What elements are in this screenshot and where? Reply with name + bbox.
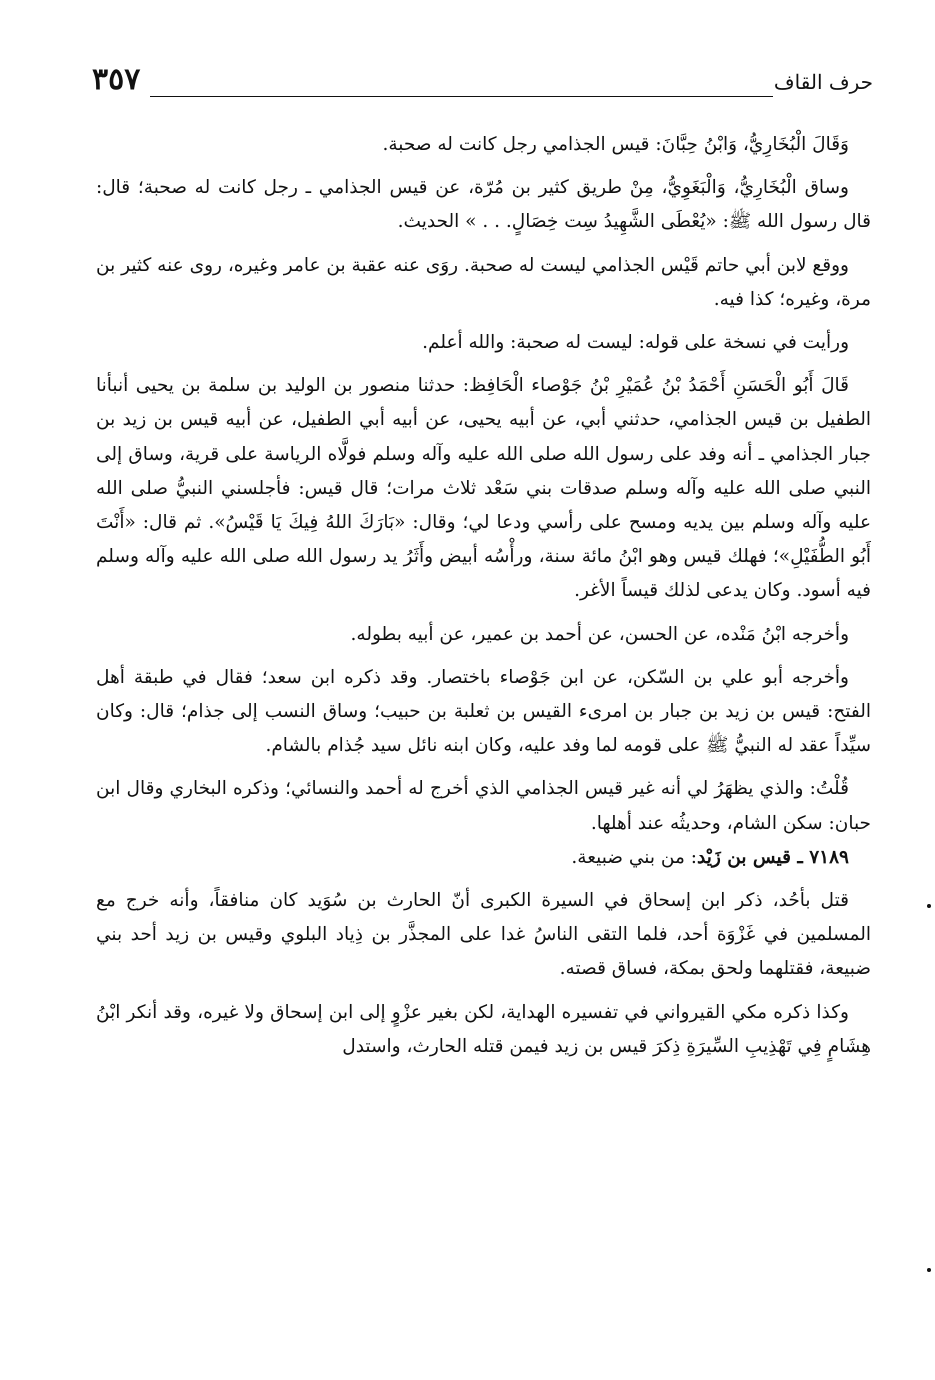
paragraph: قُلْتُ: والذي يظهَرُ لي أنه غير قيس الجذامي الذي أخرج له أحمد والنسائي؛ وذكره البخاري وقال ابن حبان: سكن الشام، وحديثُه عند أهلها. [96, 778, 871, 834]
scan-edge-mark [927, 904, 931, 908]
body-text [96, 128, 871, 1073]
entry-line [96, 841, 871, 875]
entry-text: : من بني ضبيعة. [571, 846, 698, 868]
paragraph: ووقع لابن أبي حاتم قَيْس الجذامي ليست له صحبة. روَى عنه عقبة بن عامر وغيره، روى عنه كثير بن مرة، وغيره؛ كذا فيه. [96, 254, 871, 310]
paragraph: قتل بأحُد، ذكر ابن إسحاق في السيرة الكبرى أنّ الحارث بن سُوَيد كان منافقاً، وأنه خرج مع المسلمين في غَزْوَة أحد، فلما التقى الناسُ غدا على المجذَّر بن ذِياد البلوي وقيس بن زيد أحد بني ضبيعة، فقتلهما ولحق بمكة، فساق قصته. [96, 890, 871, 980]
paragraph: قَالَ أَبُو الْحَسَنِ أَحْمَدُ بْنُ عُمَيْرِ بْنُ جَوْصاء الْحَافِظ: حدثنا منصور بن الوليد بن سلمة بن يحيى أنبأنا الطفيل بن قيس الجذامي، حدثني أبي، عن أبيه يحيى، عن أبيه أبي الطفيل، عن أبيه قيس بن زيد بن جبار الجذامي ـ أنه وفد على رسول الله صلى الله عليه وآله وسلم فولَّاه الرياسة على قرية، وساق إلى النبي صلى الله عليه وآله وسلم صدقات بني سَعْد ثلاث مرات؛ قال قيس: فأجلسني النبيُّ صلى الله عليه وآله وسلم بين يديه ومسح على رأسي ودعا لي؛ وقال: «بَارَكَ اللهُ فِيكَ يَا قَيْسُ». ثم قال: «أَنْتَ أَبُو الطُّفَيْلِ»؛ فهلك قيس وهو ابْنُ مائة سنة، ورأْسُه أبيض وأَثَرُ يد رسول الله صلى الله عليه وآله وسلم فيه أسود. وكان يدعى لذلك قيساً الأغر. [96, 375, 871, 602]
paragraph: وأخرجه ابْنُ مَنْده، عن الحسن، عن أحمد بن عمير، عن أبيه بطوله. [350, 623, 849, 645]
scan-edge-mark [927, 1268, 931, 1272]
header-rule [150, 96, 773, 97]
paragraph: ورأيت في نسخة على قوله: ليست له صحبة: والله أعلم. [422, 332, 849, 354]
page-header [92, 62, 873, 102]
paragraph: وأخرجه أبو علي بن السّكن، عن ابن جَوْصاء باختصار. وقد ذكره ابن سعد؛ فقال في طبقة أهل الفتح: قيس بن زيد بن جبار بن امرىء القيس بن ثعلبة بن حبيب؛ وساق النسب إلى جذام؛ قال: وكان سيِّداً عقد له النبيُّ ﷺ على قومه لما وفد عليه، وكان ابنه نائل سيد جُذام بالشام. [96, 666, 871, 757]
paragraph: وكذا ذكره مكي القيرواني في تفسيره الهداية، لكن بغير عزْوٍ إلى ابن إسحاق ولا غيره، وقد أنكر ابْنُ هِشَامٍ فِي تَهْذِيبِ السِّيرَةِ ذِكرَ قيس بن زيد فيمن قتله الحارث، واستدل [96, 1001, 871, 1057]
running-title: حرف القاف [773, 70, 873, 94]
entry-heading: ٧١٨٩ ـ قيس بن زَيْد [697, 846, 849, 868]
page-number: ٣٥٧ [92, 62, 141, 97]
paragraph: وساق الْبُخَارِيُّ، وَالْبَغَوِيُّ، مِنْ طريق كثير بن مُرّة، عن قيس الجذامي ـ رجل كانت له صحبة؛ قال: قال رسول الله ﷺ: «يُعْطَى الشَّهِيدُ سِت خِصَالٍ. . . » الحديث. [96, 177, 871, 233]
paragraph: وَقَالَ الْبُخَارِيُّ، وَابْنُ حِبَّانَ: قيس الجذامي رجل كانت له صحبة. [382, 134, 849, 155]
